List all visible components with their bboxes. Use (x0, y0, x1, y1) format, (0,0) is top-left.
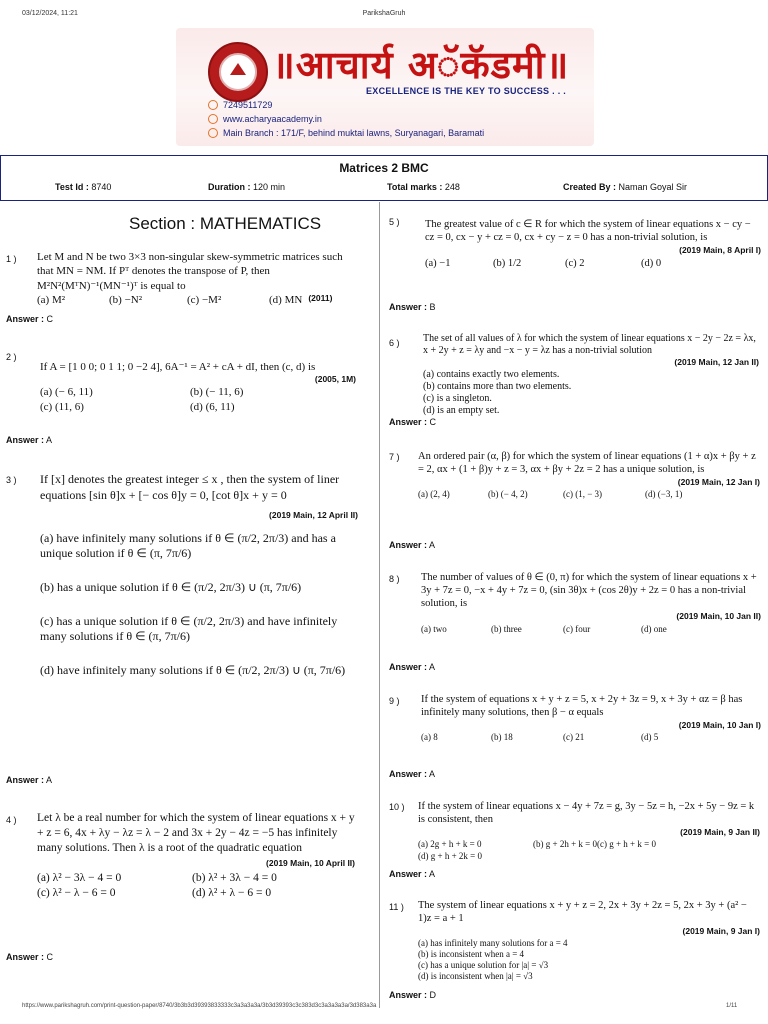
q3-number: 3 ) (6, 475, 17, 485)
address-row (208, 128, 484, 138)
q9-answer-value: A (429, 769, 436, 779)
q7-text: An ordered pair (α, β) for which the system of linear equations (1 + α)x + βy + z = 2, αx + (1 + β)y + z = 3, αx + βy + 2z = 2 has a unique solution, is (418, 451, 756, 476)
footer-url[interactable]: https://www.parikshagruh.com/print-question-paper/8740/3b3b3d39393833333c3a3a3a3a/3b3d39393c3c383d3c3a3a3a3a/3d383a3a (22, 1003, 377, 1009)
creator-label: Created By : (563, 182, 617, 192)
q9-option-c: (c) 21 (563, 732, 585, 743)
answer-label: Answer : (389, 662, 428, 672)
q5-tag: (2019 Main, 8 April I) (679, 245, 761, 256)
q9-option-a: (a) 8 (421, 732, 438, 743)
q7-block (418, 450, 760, 501)
q2-answer-value: A (46, 435, 53, 445)
q9-option-b: (b) 18 (491, 732, 513, 743)
q3-text: If [x] denotes the greatest integer ≤ x , then the system of liner equations [sin θ]x + [− cos θ]y = 0, [cot θ]x + y = 0 (40, 472, 340, 502)
q6-option-c: (c) is a singleton. (423, 393, 492, 404)
q9-options (421, 732, 761, 743)
marks-value: 248 (444, 182, 460, 192)
q8-option-d: (d) one (641, 623, 667, 634)
q11-block (418, 900, 760, 982)
q5-block (425, 218, 761, 271)
q3-option-a: (a) have infinitely many solutions if θ ∈ (π/2, 2π/3) and has a unique solution if θ ∈ (π, 7π/6) (40, 530, 336, 561)
q11-option-a: (a) has infinitely many solutions for a = 4 (418, 938, 568, 949)
answer-label: Answer : (6, 952, 45, 962)
q6-option-b: (b) contains more than two elements. (423, 381, 572, 392)
answer-label: Answer : (6, 775, 45, 785)
q9-number: 9 ) (389, 696, 400, 706)
q10-option-d: (d) g + h + 2k = 0 (418, 850, 482, 861)
q5-option-b: (b) 1/2 (493, 258, 522, 270)
q1-option-d: (d) MN (269, 293, 303, 306)
q5-options (425, 257, 761, 270)
q9-option-d: (d) 5 (641, 732, 659, 743)
q6-answer (389, 417, 436, 427)
q1-option-b: (b) −N² (109, 293, 143, 306)
q2-text: If A = [1 0 0; 0 1 1; 0 −2 4], 6A⁻¹ = A² + cA + dI, then (c, d) is (40, 361, 316, 373)
phone-row (208, 100, 272, 110)
q11-text: The system of linear equations x + y + z = 2, 2x + 3y + 2z = 5, 2x + 3y + (a² − 1)z = a + 1 (418, 900, 747, 924)
q11-option-d: (d) is inconsistent when |a| = √3 (418, 971, 533, 982)
test-creator (563, 182, 687, 192)
address-text: Main Branch : 171/F, behind muktai lawns, Suryanagari, Baramati (223, 128, 485, 138)
q9-text: If the system of equations x + y + z = 5, x + 2y + 3z = 9, x + 3y + αz = β has infinitely many solutions, then β − α equals (421, 694, 743, 719)
page-number: 1/11 (726, 1003, 738, 1009)
q8-answer-value: A (429, 662, 436, 672)
q10-options (418, 839, 760, 862)
column-divider (379, 202, 380, 1008)
q2-option-a: (a) (− 6, 11) (40, 386, 93, 399)
q5-answer (389, 302, 436, 312)
q3-option-b: (b) has a unique solution if θ ∈ (π/2, 2π/3) ∪ (π, 7π/6) (40, 579, 302, 594)
test-id (55, 182, 111, 192)
q2-options (40, 385, 356, 414)
q1-tag: (2011) (308, 292, 333, 303)
q8-block (421, 571, 761, 635)
q1-number: 1 ) (6, 254, 17, 264)
q10-block (418, 800, 760, 862)
q5-option-c: (c) 2 (565, 258, 585, 270)
answer-label: Answer : (389, 302, 428, 312)
academy-name: ॥आचार्य अॅकॅडमी॥ (272, 43, 570, 87)
q3-option-d: (d) have infinitely many solutions if θ ∈ (π/2, 2π/3) ∪ (π, 7π/6) (40, 662, 346, 677)
q4-block (37, 811, 355, 901)
q5-answer-value: B (429, 302, 436, 312)
website-text: www.acharyaacademy.in (223, 114, 322, 124)
academy-logo-icon (208, 42, 268, 102)
q10-option-a: (a) 2g + h + k = 0 (418, 839, 482, 850)
answer-label: Answer : (6, 314, 45, 324)
q5-option-a: (a) −1 (425, 258, 451, 270)
q6-text: The set of all values of λ for which the system of linear equations x − 2y − 2z = λx, x + 2y + z = λy and −x − y = λz has a non-trivial solution (423, 333, 756, 356)
q10-text: If the system of linear equations x − 4y + 7z = g, 3y − 5z = h, −2x + 5y − 9z = k is consistent, then (418, 801, 755, 826)
q4-text: Let λ be a real number for which the system of linear equations x + y + z = 6, 4x + λy − λz = λ − 2 and 3x + 2y − 4z = −5 has infinitely many solutions. Then λ is a root of the quadratic equation (37, 812, 355, 854)
test-header (0, 155, 768, 201)
q4-option-b: (b) λ² + 3λ − 4 = 0 (192, 871, 277, 884)
q8-tag: (2019 Main, 10 Jan II) (676, 611, 761, 622)
q4-answer-value: C (46, 952, 54, 962)
q4-answer (6, 952, 53, 962)
q3-tag: (2019 Main, 12 April II) (269, 510, 358, 521)
q6-answer-value: C (429, 417, 437, 427)
q2-block (40, 360, 356, 414)
q2-option-b: (b) (− 11, 6) (190, 386, 244, 399)
q5-number: 5 ) (389, 217, 400, 227)
q11-option-c: (c) has a unique solution for |a| = √3 (418, 960, 549, 971)
answer-label: Answer : (6, 435, 45, 445)
duration-value: 120 min (253, 182, 286, 192)
q6-option-a: (a) contains exactly two elements. (423, 369, 560, 380)
q10-answer-value: A (429, 869, 436, 879)
q2-option-c: (c) (11, 6) (40, 400, 84, 413)
q9-answer (389, 769, 435, 779)
q11-option-b: (b) is inconsistent when a = 4 (418, 949, 525, 960)
q3-option-c: (c) has a unique solution if θ ∈ (π/2, 2π/3) and have infinitely many solutions if θ ∈ (π, 7π/6) (40, 613, 338, 644)
q3-block (40, 472, 358, 678)
q9-tag: (2019 Main, 10 Jan I) (678, 720, 761, 731)
q10-answer (389, 869, 435, 879)
website-row (208, 114, 322, 124)
q2-tag: (2005, 1M) (314, 374, 356, 385)
q8-text: The number of values of θ ∈ (0, π) for which the system of linear equations x + 3y + 7z = 0, −x + 4y + 7z = 0, (sin 3θ)x + (cos 2θ)y + 2z = 0 has a non-trivial solution, is (421, 572, 757, 610)
q10-tag: (2019 Main, 9 Jan II) (680, 827, 760, 838)
q8-options (421, 624, 761, 635)
q6-number: 6 ) (389, 338, 400, 348)
test-id-label: Test Id : (55, 182, 89, 192)
duration-label: Duration : (208, 182, 251, 192)
answer-label: Answer : (389, 540, 428, 550)
q4-number: 4 ) (6, 815, 17, 825)
q1-answer (6, 314, 53, 324)
q2-option-d: (d) (6, 11) (190, 400, 235, 413)
q4-option-c: (c) λ² − λ − 6 = 0 (37, 886, 116, 899)
q11-tag: (2019 Main, 9 Jan I) (682, 925, 760, 936)
answer-label: Answer : (389, 869, 428, 879)
q7-option-b: (b) (− 4, 2) (488, 489, 528, 500)
location-icon (208, 128, 218, 138)
q8-option-a: (a) two (421, 623, 447, 634)
q4-option-d: (d) λ² + λ − 6 = 0 (192, 886, 272, 899)
print-site: ParikshaGruh (362, 10, 406, 17)
q7-option-a: (a) (2, 4) (418, 489, 450, 500)
q6-tag: (2019 Main, 12 Jan II) (674, 357, 759, 367)
q1-option-a: (a) M² (37, 293, 66, 306)
q2-answer (6, 435, 52, 445)
q7-option-c: (c) (1, − 3) (563, 489, 603, 500)
q1-options (37, 293, 351, 307)
q7-option-d: (d) (−3, 1) (645, 489, 683, 500)
marks-label: Total marks : (387, 182, 443, 192)
q5-option-d: (d) 0 (641, 258, 662, 270)
academy-banner (176, 28, 594, 146)
q2-number: 2 ) (6, 352, 17, 362)
q1-option-c: (c) −M² (187, 293, 222, 306)
q7-number: 7 ) (389, 452, 400, 462)
q7-tag: (2019 Main, 12 Jan I) (677, 477, 760, 488)
q8-answer (389, 662, 435, 672)
q4-option-a: (a) λ² − 3λ − 4 = 0 (37, 871, 122, 884)
q7-answer-value: A (429, 540, 436, 550)
q10-option-b: (b) g + 2h + k = 0 (533, 839, 597, 850)
q10-number: 10 ) (389, 802, 405, 812)
test-duration (208, 182, 285, 192)
phone-text: 7249511729 (223, 100, 273, 110)
test-id-value: 8740 (91, 182, 112, 192)
section-title: Section : MATHEMATICS (129, 214, 322, 233)
answer-label: Answer : (389, 417, 428, 427)
q3-answer-value: A (46, 775, 53, 785)
creator-value: Naman Goyal Sir (618, 182, 688, 192)
q1-text: Let M and N be two 3×3 non-singular skew-symmetric matrices such that MN = NM. If Pᵀ denotes the transpose of P, then M²N²(MᵀN)⁻¹(MN⁻¹)ᵀ is equal to (37, 251, 343, 292)
q6-block (423, 333, 759, 417)
q8-number: 8 ) (389, 574, 400, 584)
q7-options (418, 489, 760, 500)
q6-option-d: (d) is an empty set. (423, 405, 500, 416)
q1-block (37, 250, 351, 307)
q3-answer (6, 775, 52, 785)
q11-answer (389, 990, 436, 1000)
test-marks (387, 182, 460, 192)
q7-answer (389, 540, 435, 550)
q1-answer-value: C (46, 314, 54, 324)
q8-option-c: (c) four (563, 623, 591, 634)
q5-text: The greatest value of c ∈ R for which the system of linear equations x − cy − cz = 0, cx − y + cz = 0, cx + cy − z = 0 has a non-trivial solution, is (425, 219, 751, 244)
print-datetime: 03/12/2024, 11:21 (22, 10, 78, 17)
q8-option-b: (b) three (491, 623, 522, 634)
q4-tag: (2019 Main, 10 April II) (266, 857, 355, 868)
q4-options (37, 871, 355, 901)
answer-label: Answer : (389, 769, 428, 779)
q9-block (421, 693, 761, 744)
globe-icon (208, 114, 218, 124)
academy-tagline: EXCELLENCE IS THE KEY TO SUCCESS . . . (366, 86, 567, 96)
test-title: Matrices 2 BMC (339, 161, 429, 175)
q11-number: 11 ) (389, 902, 404, 912)
phone-icon (208, 100, 218, 110)
q11-answer-value: D (429, 990, 437, 1000)
answer-label: Answer : (389, 990, 428, 1000)
q10-option-c: (c) g + h + k = 0 (596, 839, 656, 850)
